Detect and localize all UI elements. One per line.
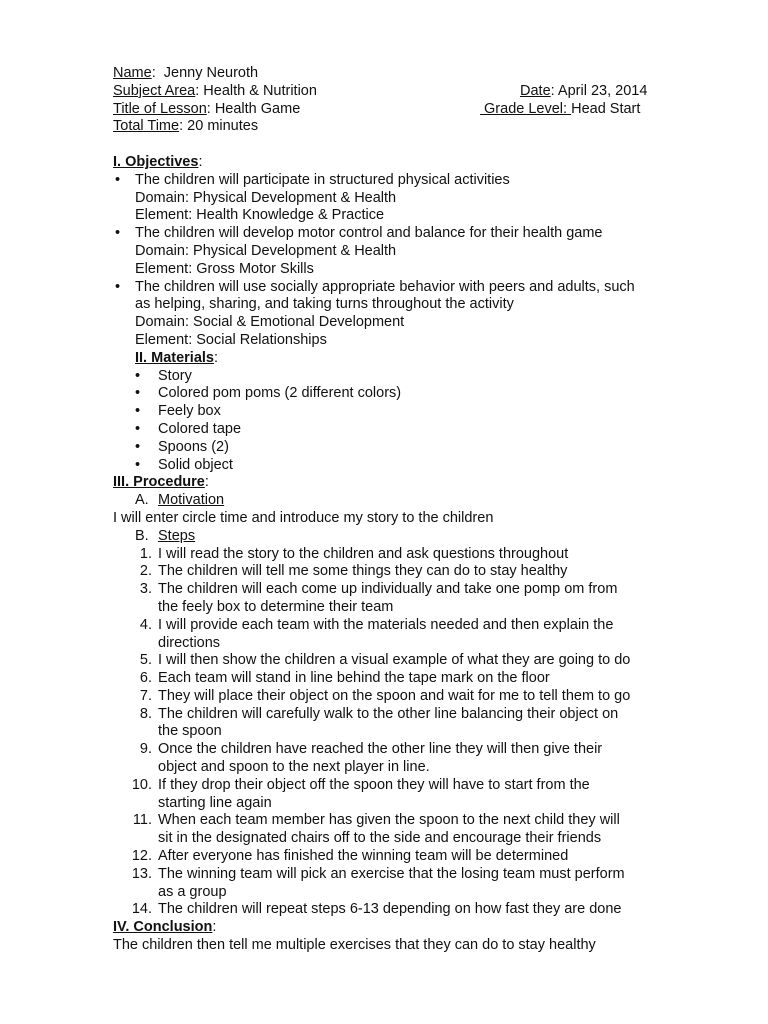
- objective-domain: Domain: Physical Development & Health: [135, 242, 397, 259]
- materials-heading: II. Materials: [135, 349, 214, 366]
- grade-label: Grade Level:: [484, 100, 568, 117]
- objective-item-continued: as helping, sharing, and taking turns throughout the activity: [135, 296, 514, 313]
- title-row: Title of Lesson: Health Game Grade Level: Head Start: [113, 100, 641, 117]
- name-label: Name: [113, 65, 152, 81]
- objective-item: • The children will use socially appropriate behavior with peers and adults, such: [113, 279, 673, 297]
- title-label: Title of Lesson: [113, 100, 207, 117]
- subject-value: Health & Nutrition: [203, 82, 317, 99]
- step-item: 14. The children will repeat steps 6-13 depending on how fast they are done: [131, 901, 622, 918]
- step-item: 8. The children will carefully walk to the other line balancing their object on the spoon: [139, 705, 619, 740]
- objective-element: Element: Health Knowledge & Practice: [135, 207, 385, 224]
- material-item: • Colored pom poms (2 different colors): [113, 385, 673, 403]
- material-item: • Spoons (2): [113, 439, 673, 457]
- objective-domain: Domain: Social & Emotional Development: [135, 314, 405, 331]
- step-item: 13. The winning team will pick an exercise that the losing team must perform as a group: [131, 865, 625, 900]
- step-item: 12. After everyone has finished the winning team will be determined: [131, 848, 569, 865]
- step-item: 11. When each team member has given the spoon to the next child they will sit in the designated chairs off to the side and encourage their friends: [132, 812, 620, 847]
- motivation-text: I will enter circle time and introduce my story to the children: [113, 509, 494, 526]
- name-value: Jenny Neuroth: [163, 65, 259, 81]
- motivation-title: Motivation: [158, 492, 225, 509]
- procedure-heading-row: III. Procedure:: [113, 474, 209, 491]
- objective-element: Element: Gross Motor Skills: [135, 260, 314, 277]
- objectives-heading-row: I. Objectives:: [113, 153, 203, 170]
- objective-domain: Domain: Physical Development & Health: [135, 189, 397, 206]
- material-item: • Story: [113, 368, 673, 386]
- title-value: Health Game: [214, 100, 301, 117]
- material-item: • Feely box: [113, 403, 673, 421]
- step-item: 1. I will read the story to the children and ask questions throughout: [139, 545, 569, 562]
- objective-item: • The children will develop motor control and balance for their health game: [113, 225, 673, 243]
- date-field: Date: April 23, 2014: [520, 82, 648, 99]
- objective-element: Element: Social Relationships: [135, 331, 327, 348]
- step-item: 2. The children will tell me some things they can do to stay healthy: [139, 563, 568, 580]
- date-label: Date: [520, 82, 551, 99]
- motivation-heading-row: A. Motivation: [135, 492, 225, 509]
- steps-heading-row: B. Steps: [135, 527, 196, 544]
- procedure-heading: III. Procedure: [113, 474, 205, 491]
- name-row: Name: Jenny Neuroth: [113, 65, 259, 81]
- objectives-heading: I. Objectives: [113, 153, 199, 170]
- step-item: 9. Once the children have reached the other line they will then give their object and spoon to the next player in line.: [139, 741, 603, 776]
- lesson-plan-page: [113, 65, 673, 955]
- objective-item: • The children will participate in structured physical activities: [113, 172, 673, 190]
- step-item: 10. If they drop their object off the spoon they will have to start from the starting line again: [131, 776, 590, 811]
- conclusion-heading-row: IV. Conclusion:: [113, 919, 217, 936]
- time-value: 20 minutes: [187, 118, 259, 135]
- conclusion-text: The children then tell me multiple exercises that they can do to stay healthy: [113, 937, 596, 954]
- subject-label: Subject Area: [113, 82, 196, 99]
- material-item: • Solid object: [113, 457, 673, 475]
- subject-row: Subject Area: Health & Nutrition Date: April 23, 2014: [113, 82, 648, 99]
- conclusion-heading: IV. Conclusion: [113, 919, 213, 936]
- date-value: April 23, 2014: [557, 82, 648, 99]
- grade-field: [480, 101, 640, 119]
- step-item: 7. They will place their object on the spoon and wait for me to tell them to go: [139, 687, 631, 704]
- steps-title: Steps: [158, 527, 196, 544]
- step-item: 5. I will then show the children a visual example of what they are going to do: [139, 652, 631, 669]
- step-item: 6. Each team will stand in line behind the tape mark on the floor: [139, 670, 550, 687]
- time-label: Total Time: [113, 118, 180, 135]
- material-item: • Colored tape: [113, 421, 673, 439]
- step-item: 4. I will provide each team with the materials needed and then explain the directions: [139, 616, 614, 651]
- grade-value: Head Start: [571, 100, 641, 117]
- step-item: 3. The children will each come up individually and take one pomp om from the feely box to determine their team: [139, 581, 618, 615]
- time-row: Total Time: 20 minutes: [113, 118, 259, 135]
- materials-heading-row: II. Materials:: [135, 349, 219, 366]
